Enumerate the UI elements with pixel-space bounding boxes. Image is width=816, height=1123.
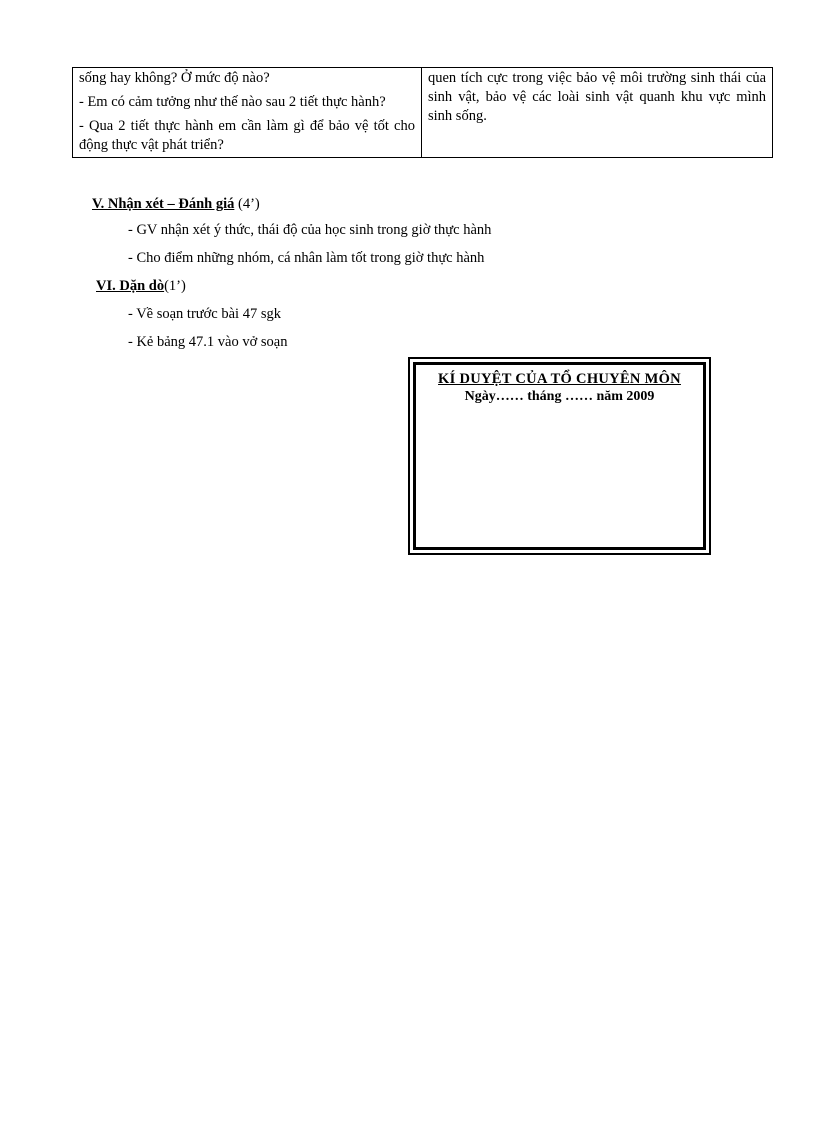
section-6-item: - Về soạn trước bài 47 sgk bbox=[128, 306, 281, 322]
questions-cell bbox=[73, 68, 422, 158]
section-6-heading bbox=[96, 278, 186, 295]
approval-title: KÍ DUYỆT CỦA TỔ CHUYÊN MÔN bbox=[438, 371, 681, 387]
approval-box bbox=[408, 357, 711, 555]
activity-table bbox=[72, 67, 773, 158]
question-line: - Em có cảm tưởng như thế nào sau 2 tiết thực hành? bbox=[79, 94, 386, 110]
answer-text: quen tích cực trong việc bảo vệ môi trường sinh thái của sinh vật, bảo vệ các loài sinh vật quanh khu vực mình sinh sống. bbox=[428, 70, 766, 124]
section-5-title: V. Nhận xét – Đánh giá bbox=[92, 196, 235, 212]
section-5-heading bbox=[92, 196, 260, 213]
question-line: - Qua 2 tiết thực hành em cần làm gì để bảo vệ tốt cho động thực vật phát triển? bbox=[79, 118, 415, 153]
section-6-item: - Kẻ bảng 47.1 vào vở soạn bbox=[128, 334, 288, 350]
answers-cell bbox=[422, 68, 773, 158]
table-row bbox=[73, 68, 773, 158]
section-6-title: VI. Dặn dò bbox=[96, 278, 165, 294]
approval-date-line: Ngày…… tháng …… năm 2009 bbox=[464, 389, 655, 404]
section-5-item: - Cho điểm những nhóm, cá nhân làm tốt trong giờ thực hành bbox=[128, 250, 485, 266]
question-line: sống hay không? Ở mức độ nào? bbox=[79, 70, 270, 86]
approval-box-inner bbox=[413, 362, 706, 550]
section-6-time: (1’) bbox=[164, 278, 186, 294]
section-5-time: (4’) bbox=[234, 196, 260, 212]
section-5-item: - GV nhận xét ý thức, thái độ của học sinh trong giờ thực hành bbox=[128, 222, 492, 238]
